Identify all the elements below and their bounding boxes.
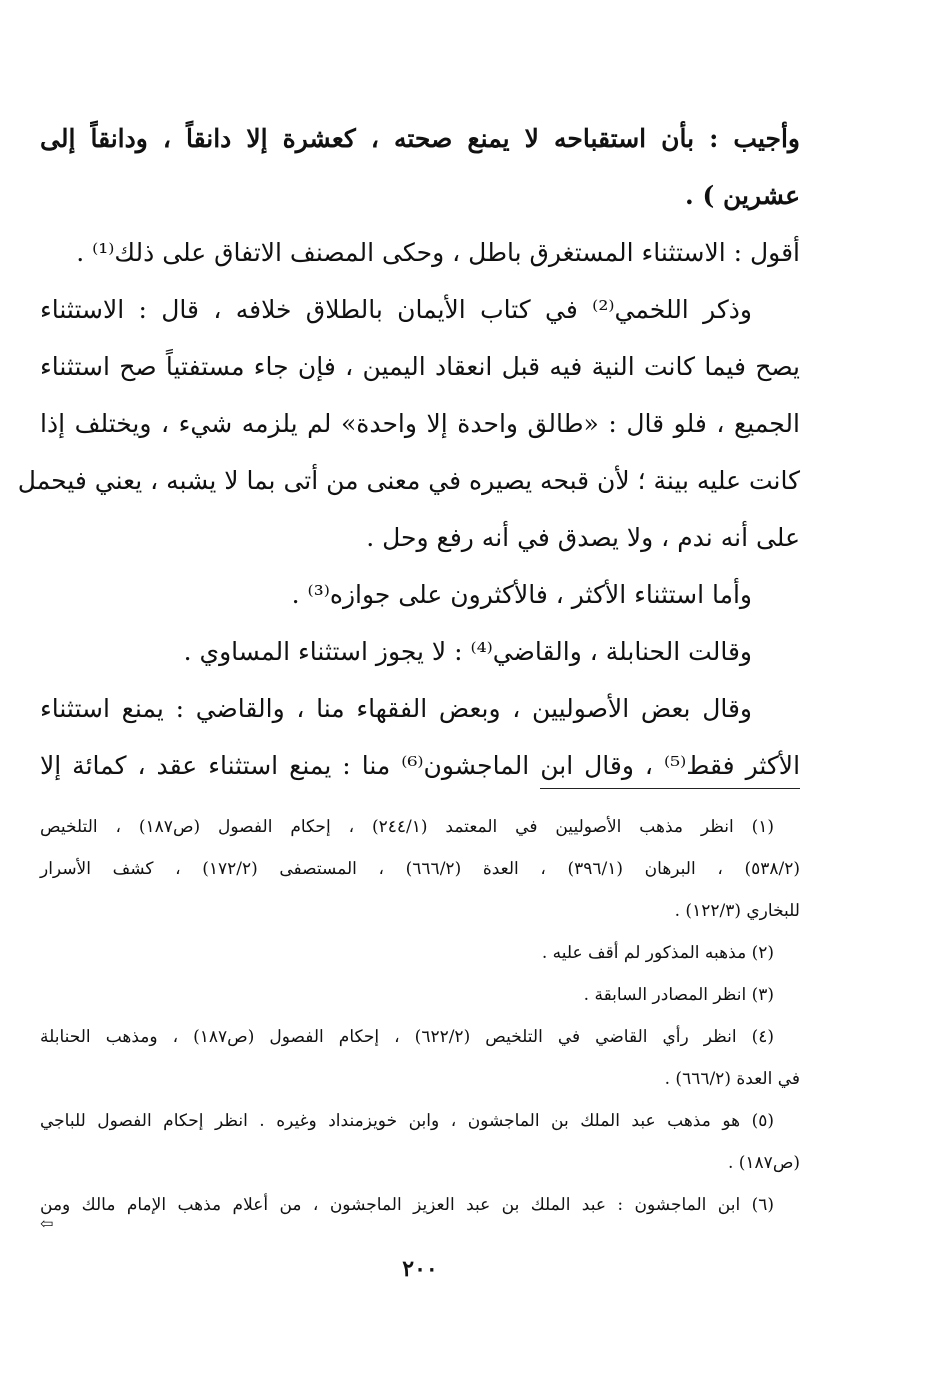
page-number: ٢٠٠ xyxy=(402,1256,438,1282)
text-line: وأما استثناء الأكثر ، فالأكثرون على جوازه⁽³⁾ . xyxy=(291,580,752,609)
text-line: وقال بعض الأصوليين ، وبعض الفقهاء منا ، والقاضي : يمنع استثناء xyxy=(40,694,752,723)
main-text-block xyxy=(17,110,801,794)
footnotes-block xyxy=(40,806,800,1226)
text-line: الجميع ، فلو قال : «طالق واحدة إلا واحدة» لم يلزمه شيء ، ويختلف إذا xyxy=(40,409,800,438)
continue-arrow-icon: ⇦ xyxy=(40,1214,54,1233)
book-page xyxy=(17,0,801,1376)
text-line: أقول : الاستثناء المستغرق باطل ، وحكى المصنف الاتفاق على ذلك⁽¹⁾ . xyxy=(76,238,800,267)
footnote-line: (٦) ابن الماجشون : عبد الملك بن عبد العزيز الماجشون ، من أعلام مذهب الإمام مالك ومن xyxy=(40,1195,774,1215)
footnote-line: (٥) هو مذهب عبد الملك بن الماجشون ، وابن خويزمنداد وغيره . انظر إحكام الفصول للباجي xyxy=(40,1111,774,1131)
footnote-line: (٤) انظر رأي القاضي في التلخيص (٦٢٢/٢) ، إحكام الفصول (ص١٨٧) ، ومذهب الحنابلة xyxy=(40,1027,774,1047)
footnote-line: (ص١٨٧) . xyxy=(727,1153,800,1173)
footnote-line: للبخاري (١٢٢/٣) . xyxy=(674,901,800,921)
text-line: على أنه ندم ، ولا يصدق في أنه رفع وحل . xyxy=(366,523,800,552)
text-line: الأكثر فقط⁽⁵⁾ ، وقال ابن الماجشون⁽⁶⁾ منا : يمنع استثناء عقد ، كمائة إلا xyxy=(40,751,801,780)
footnote-separator xyxy=(540,788,800,789)
footnote-line: (٢) مذهبه المذكور لم أقف عليه . xyxy=(541,943,774,963)
footnote-line: في العدة (٦٦٦/٢) . xyxy=(664,1069,800,1089)
text-line: وذكر اللخمي⁽²⁾ في كتاب الأيمان بالطلاق خلافه ، قال : الاستثناء xyxy=(40,295,752,324)
text-line: وقالت الحنابلة ، والقاضي⁽⁴⁾ : لا يجوز استثناء المساوي . xyxy=(183,637,752,666)
text-line: كانت عليه بينة ؛ لأن قبحه يصيره في معنى من أتى بما لا يشبه ، يعني فيحمل xyxy=(17,466,800,495)
text-line: وأجيب : بأن استقباحه لا يمنع صحته ، كعشرة إلا دانقاً ، ودانقاً إلى xyxy=(40,124,800,153)
footnote-line: (٥٣٨/٢) ، البرهان (٣٩٦/١) ، العدة (٦٦٦/٢) ، المستصفى (١٧٢/٢) ، كشف الأسرار xyxy=(40,859,800,879)
footnote-line: (١) انظر مذهب الأصوليين في المعتمد (٢٤٤/١) ، إحكام الفصول (ص١٨٧) ، التلخيص xyxy=(40,817,775,837)
footnote-line: (٣) انظر المصادر السابقة . xyxy=(583,985,774,1005)
text-line: يصح فيما كانت النية فيه قبل انعقاد اليمين ، فإن جاء مستفتياً صح استثناء xyxy=(40,352,800,381)
text-line: عشرين ) . xyxy=(685,181,800,210)
